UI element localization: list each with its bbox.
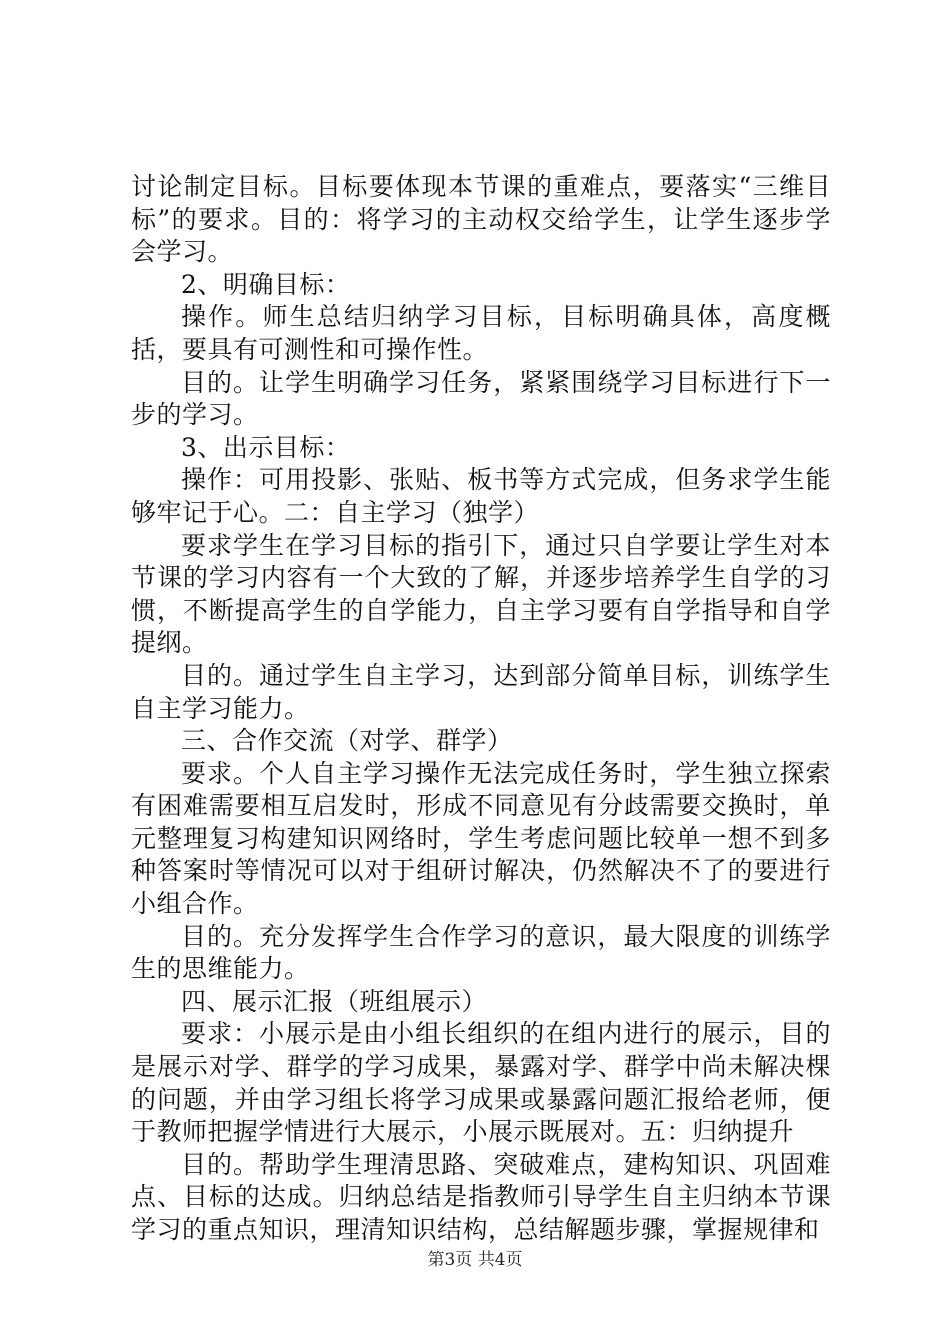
- paragraph: 目的。充分发挥学生合作学习的意识，最大限度的训练学生的思维能力。: [131, 921, 831, 984]
- paragraph: 操作：可用投影、张贴、板书等方式完成，但务求学生能够牢记于心。二：自主学习（独学）: [131, 465, 831, 527]
- paragraph: 目的。通过学生自主学习，达到部分简单目标，训练学生自主学习能力。: [131, 660, 831, 723]
- paragraph: 讨论制定目标。目标要体现本节课的重难点，要落实“三维目标”的要求。目的：将学习的主动权交给学生，让学生逐步学会学习。: [131, 172, 831, 267]
- paragraph: 四、展示汇报（班组展示）: [181, 986, 488, 1016]
- paragraph: 要求学生在学习目标的指引下，通过只自学要让学生对本节课的学习内容有一个大致的了解，并逐步培养学生自学的习惯，不断提高学生的自学能力，自主学习要有自学指导和自学提纲。: [131, 530, 831, 658]
- paragraph: 2、明确目标：: [181, 269, 351, 299]
- paragraph: 3、出示目标：: [181, 432, 351, 462]
- body-text: [131, 171, 831, 1247]
- page-number-footer: 第3页 共4页: [427, 1250, 523, 1270]
- paragraph: 三、合作交流（对学、群学）: [181, 726, 513, 756]
- paragraph: 要求。个人自主学习操作无法完成任务时，学生独立探索有困难需要相互启发时，形成不同意见有分歧需要交换时，单元整理复习构建知识网络时，学生考虑问题比较单一想不到多种答案时等情况可以对于组研讨解决，仍然解决不了的要进行小组合作。: [131, 758, 831, 919]
- paragraph: 目的。帮助学生理清思路、突破难点，建构知识、巩固难点、目标的达成。归纳总结是指教师引导学生自主归纳本节课学习的重点知识，理清知识结构，总结解题步骤，掌握规律和: [131, 1149, 831, 1244]
- paragraph: 操作。师生总结归纳学习目标，目标明确具体，高度概括，要具有可测性和可操作性。: [131, 302, 831, 364]
- paragraph: 目的。让学生明确学习任务，紧紧围绕学习目标进行下一步的学习。: [131, 367, 831, 430]
- paragraph: 要求：小展示是由小组长组织的在组内进行的展示，目的是展示对学、群学的学习成果，暴露对学、群学中尚未解决棵的问题，并由学习组长将学习成果或暴露问题汇报给老师，便于教师把握学情进行大展示，小展示既展对。五：归纳提升: [131, 1019, 831, 1147]
